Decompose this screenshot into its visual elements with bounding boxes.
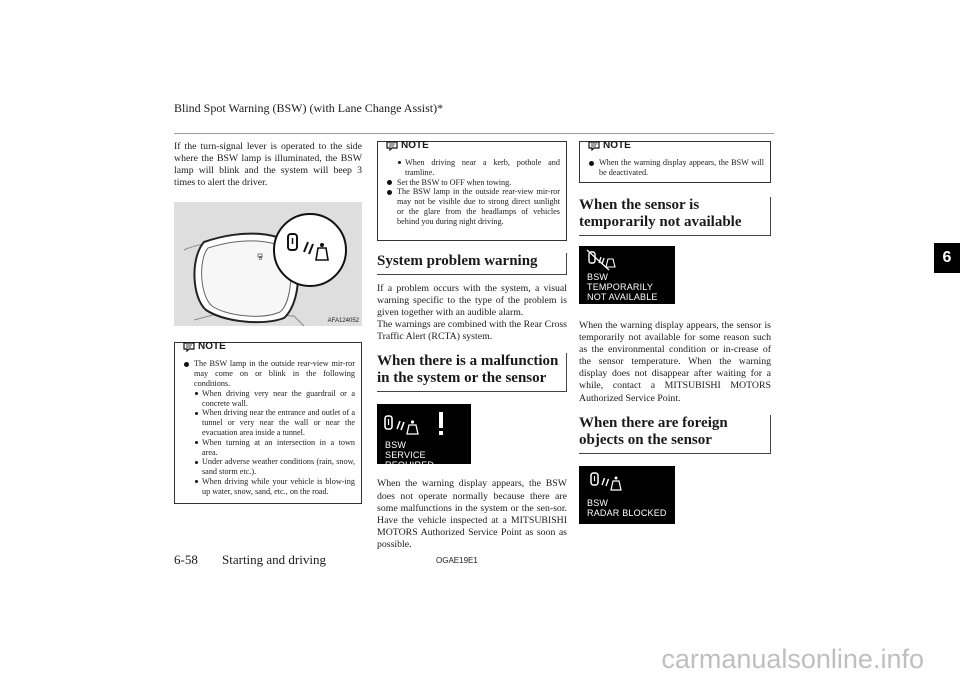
column-2 (377, 141, 567, 551)
mirror-figure (174, 202, 362, 326)
bsw-unavailable-icon (579, 246, 675, 274)
note-icon (183, 342, 195, 352)
note-header (183, 341, 226, 352)
condition-item: When driving while your vehicle is blow-ing up water, snow, sand, etc., on the road. (194, 477, 355, 497)
body-paragraph: If a problem occurs with the system, a visual warning specific to the type of the problem is given together with an audible alarm. (377, 283, 567, 319)
condition-item: When driving very near the guardrail or a concrete wall. (194, 389, 355, 409)
body-paragraph: When the warning display appears, the BSW does not operate normally because there are some malfunctions in the system or the sen-sor. Have the vehicle inspected at a MITSUBISHI MOTORS Authorized Service Point as soon as possible. (377, 478, 567, 550)
section-heading: When there is a malfunction in the system or the sensor (377, 353, 567, 392)
note-header (386, 140, 429, 151)
note-box-1 (174, 342, 362, 503)
condition-item: Under adverse weather conditions (rain, snow, sand storm etc.). (194, 457, 355, 477)
radar-blocked-display (579, 466, 675, 524)
body-paragraph: When the warning display appears, the sensor is temporarily not available for some reason such as the environmental condition or in-crease of the sensor temperature. When the warning display does not disappear after waiting for a while, contact a MITSUBISHI MOTORS Authorized Service Point. (579, 320, 771, 404)
condition-item: When driving near the entrance and outlet of a tunnel or very near the wall or near the evacuation area inside a tunnel. (194, 408, 355, 437)
note-icon (588, 141, 600, 151)
watermark: carmanualsonline.info (661, 644, 924, 674)
body-paragraph: The warnings are combined with the Rear Cross Traffic Alert (RCTA) system. (377, 319, 567, 343)
section-heading: When there are foreign objects on the sensor (579, 415, 771, 454)
section-heading: When the sensor is temporarily not available (579, 197, 771, 236)
note-box-2 (377, 141, 567, 241)
display-line: BSW (385, 440, 407, 451)
display-line: SERVICE REQUIRED (385, 450, 435, 471)
note-bullet: The BSW lamp in the outside rear-view mir-ror may come on or blink in the following conditions. (183, 359, 355, 388)
column-3 (579, 141, 771, 524)
note-icon (386, 141, 398, 151)
intro-paragraph: If the turn-signal lever is operated to the side where the BSW lamp is illuminated, the BSW lamp will blink and the system will beep 3 times to alert the driver. (174, 141, 362, 189)
display-line: TEMPORARILY (587, 282, 654, 292)
header-rule (174, 133, 774, 134)
temporarily-unavailable-display (579, 246, 675, 304)
chapter-tab: 6 (934, 243, 960, 273)
condition-item: When driving near a kerb, pothole and tramline. (397, 158, 560, 178)
note-box-3 (579, 141, 771, 183)
note-label: NOTE (603, 140, 631, 151)
note-bullet: Set the BSW to OFF when towing. (386, 178, 560, 188)
condition-list (397, 158, 560, 178)
note-list (386, 158, 560, 227)
note-bullet: When the warning display appears, the BSW will be deactivated. (588, 158, 764, 178)
page-header-title: Blind Spot Warning (BSW) (with Lane Change Assist)* (174, 101, 444, 115)
display-line: BSW (587, 497, 609, 508)
condition-list (194, 389, 355, 497)
display-line: RADAR BLOCKED (587, 507, 667, 518)
note-bullet: The BSW lamp in the outside rear-view mir-ror may not be visible due to strong direct sunlight or the glare from the headlamps of vehicles behind you during night driving. (386, 187, 560, 226)
svg-text:B: B (259, 256, 263, 263)
footer-section-title: Starting and driving (222, 552, 326, 567)
column-1 (174, 141, 362, 504)
note-list (183, 359, 355, 496)
note-label: NOTE (401, 140, 429, 151)
page-number: 6-58 (174, 552, 198, 567)
document-code: OGAE19E1 (436, 556, 478, 565)
condition-item: When turning at an intersection in a town area. (194, 438, 355, 458)
service-required-display (377, 404, 471, 471)
display-line: NOT AVAILABLE (587, 292, 658, 302)
section-heading: System problem warning (377, 253, 567, 275)
mirror-illustration (174, 202, 362, 326)
note-label: NOTE (198, 341, 226, 353)
bsw-blocked-icon (579, 466, 675, 496)
note-header (588, 140, 631, 151)
note-list (588, 158, 764, 178)
bsw-warning-icon (377, 404, 471, 438)
display-line: BSW (587, 272, 609, 282)
figure-code: AFA124052 (327, 318, 359, 325)
